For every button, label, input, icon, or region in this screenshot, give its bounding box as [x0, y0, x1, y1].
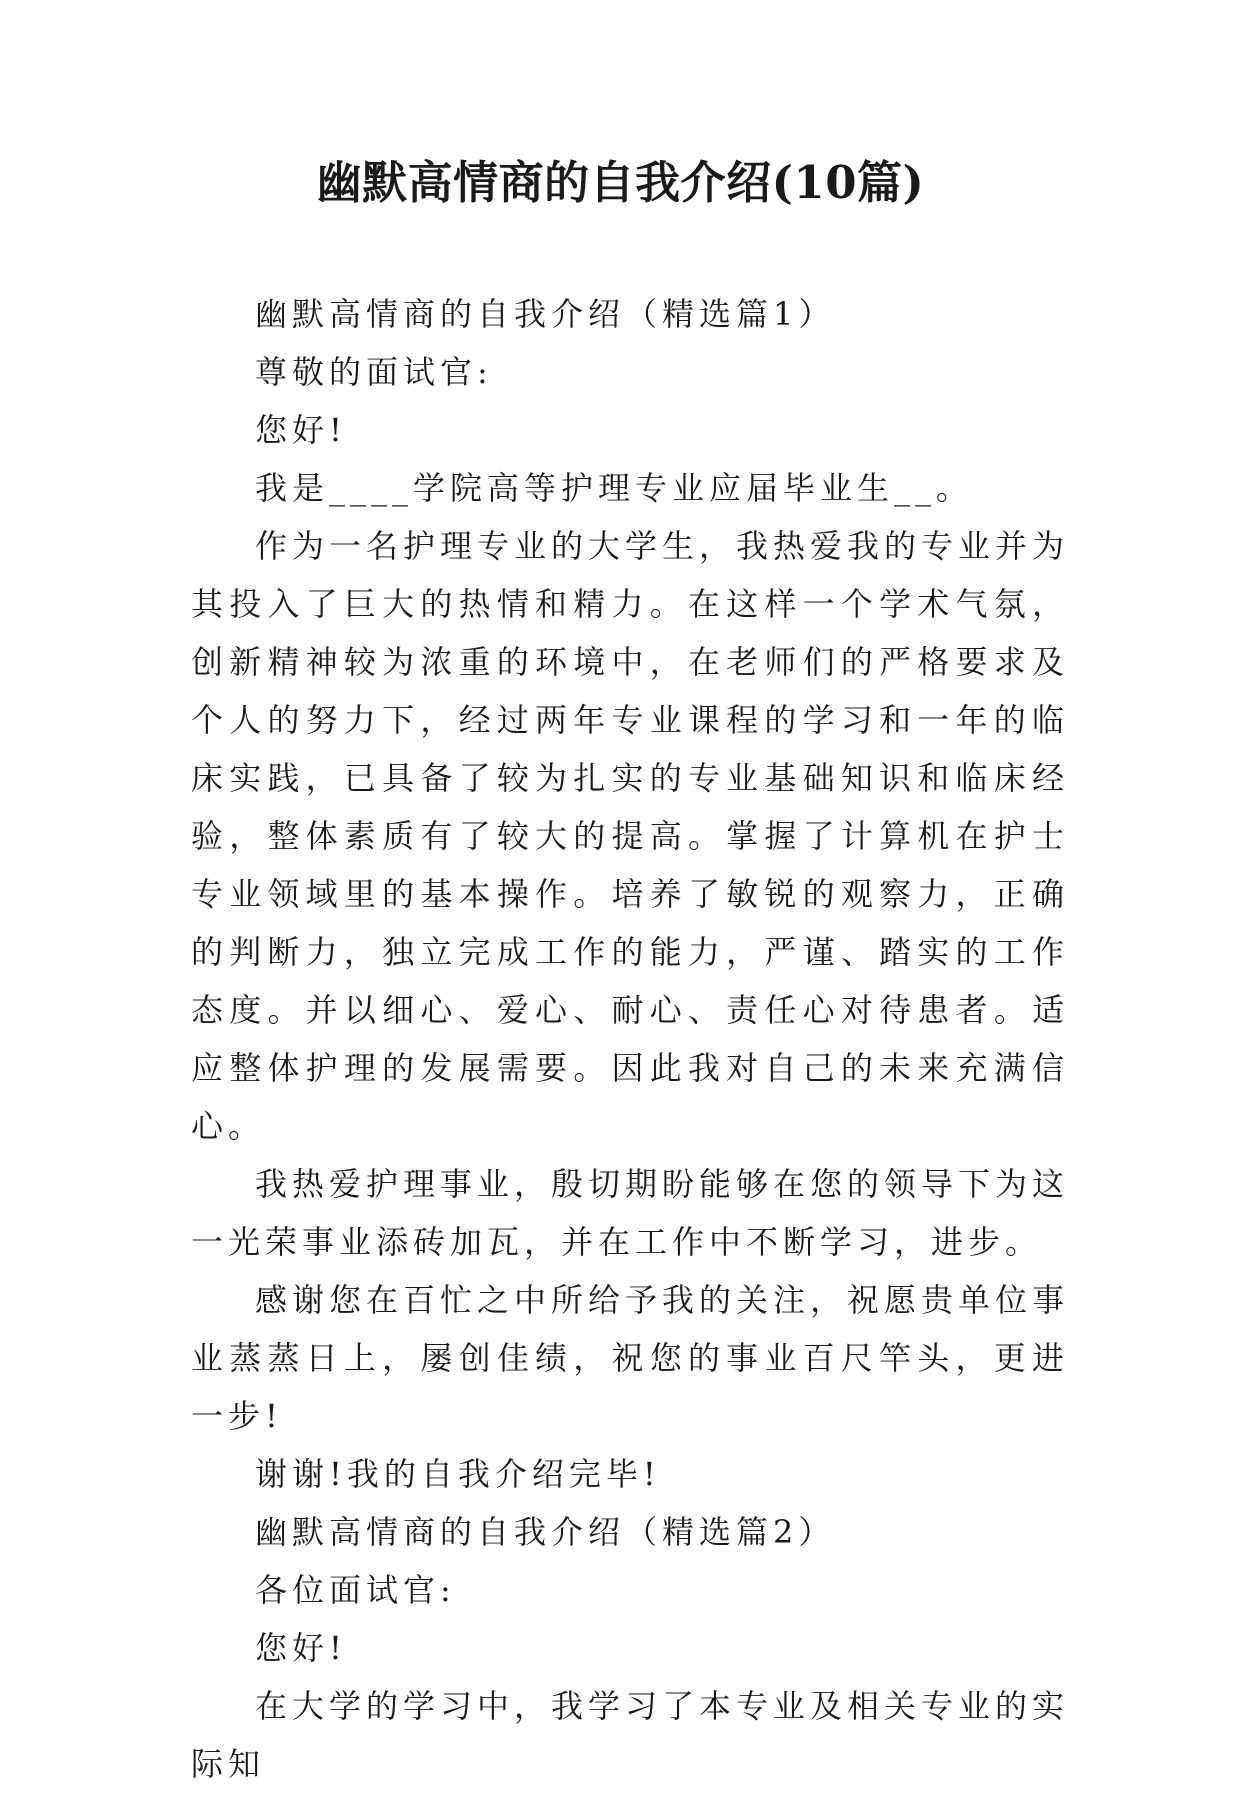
body-paragraph: 作为一名护理专业的大学生，我热爱我的专业并为其投入了巨大的热情和精力。在这样一个学术气氛，创新精神较为浓重的环境中，在老师们的严格要求及个人的努力下，经过两年专业课程的学习和一年的临床实践，已具备了较为扎实的专业基础知识和临床经验，整体素质有了较大的提高。掌握了计算机在护士专业领域里的基本操作。培养了敏锐的观察力，正确的判断力，独立完成工作的能力，严谨、踏实的工作态度。并以细心、爱心、耐心、责任心对待患者。适应整体护理的发展需要。因此我对自己的未来充满信心。 — [191, 527, 1070, 1145]
document-body — [191, 285, 1069, 1793]
body-paragraph: 感谢您在百忙之中所给予我的关注，祝愿贵单位事业蒸蒸日上，屡创佳绩，祝您的事业百尺竿头，更进一步! — [191, 1281, 1070, 1435]
document-title: 幽默高情商的自我介绍(10篇) — [316, 156, 925, 209]
salutation: 尊敬的面试官: — [255, 353, 493, 391]
section-heading-1: 幽默高情商的自我介绍（精选篇1） — [255, 295, 836, 333]
body-paragraph: 在大学的学习中，我学习了本专业及相关专业的实际知 — [191, 1687, 1070, 1783]
salutation: 各位面试官: — [255, 1571, 456, 1609]
greeting: 您好! — [255, 411, 347, 449]
greeting: 您好! — [255, 1629, 347, 1667]
closing-line: 谢谢!我的自我介绍完毕! — [255, 1455, 661, 1493]
body-paragraph: 我是____学院高等护理专业应届毕业生__。 — [255, 469, 974, 507]
body-paragraph: 我热爱护理事业，殷切期盼能够在您的领导下为这一光荣事业添砖加瓦，并在工作中不断学习，进步。 — [191, 1165, 1070, 1261]
section-heading-2: 幽默高情商的自我介绍（精选篇2） — [255, 1513, 836, 1551]
